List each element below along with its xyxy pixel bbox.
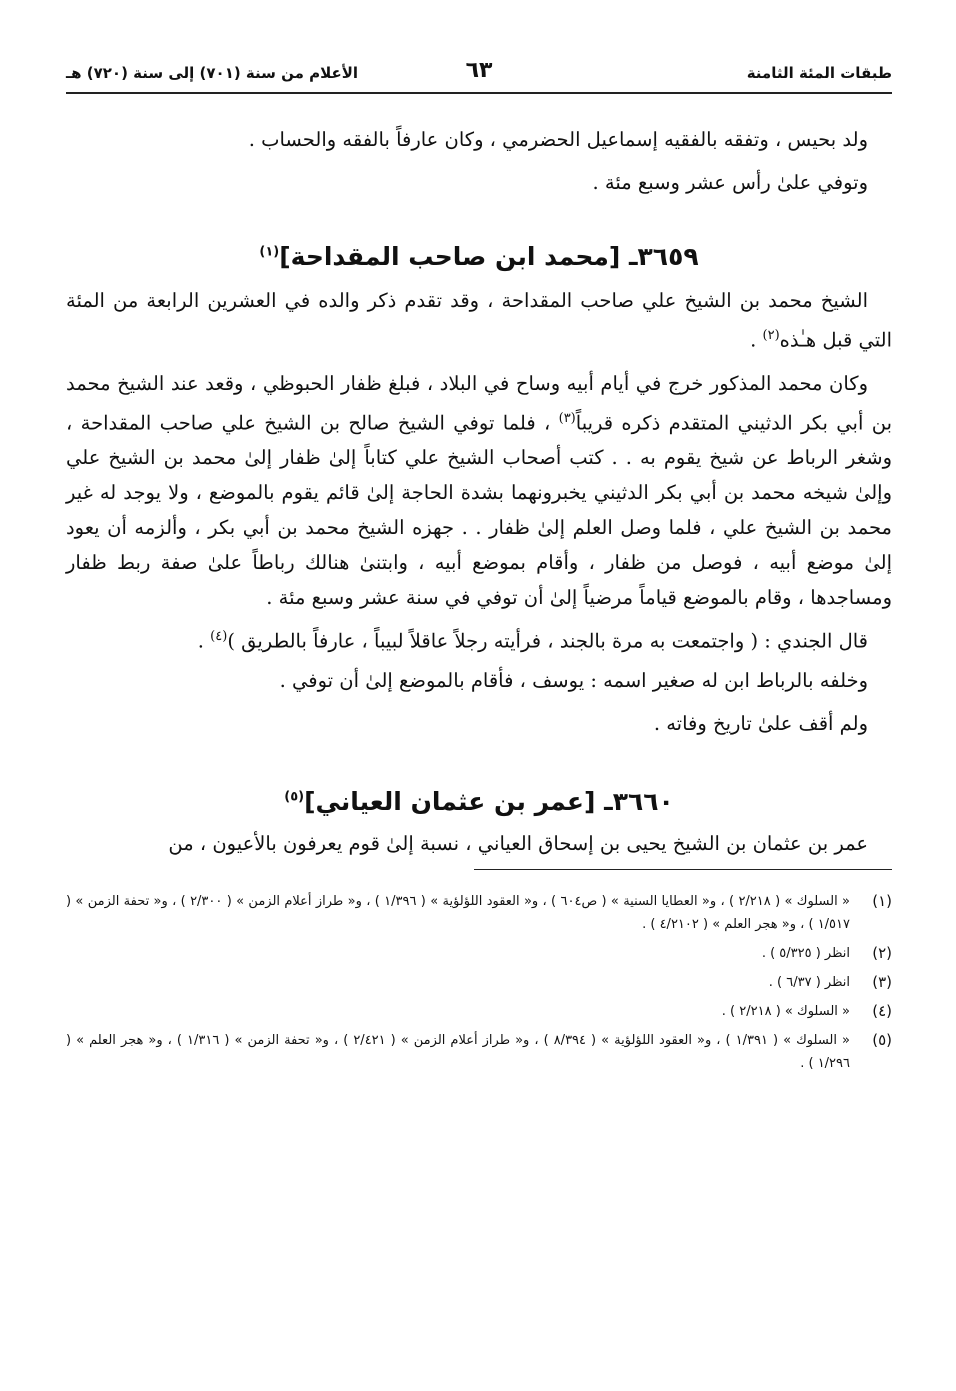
entry1-p1-end: . bbox=[750, 328, 763, 352]
footnote-item bbox=[66, 942, 892, 965]
header-page-number: ٦٣ bbox=[465, 58, 493, 83]
intro-line-1: ولد بحيس ، وتفقه بالفقيه إسماعيل الحضرمي ، وكان عارفاً بالفقه والحساب . bbox=[248, 128, 868, 151]
footnote-number: (٢) bbox=[872, 943, 892, 962]
entry2-heading-text: ٣٦٦٠ـ [عمر بن عثمان العياني] bbox=[304, 786, 674, 816]
footnote-number: (٣) bbox=[872, 972, 892, 991]
intro-line-2: وتوفي علىٰ رأس عشر وسبع مئة . bbox=[592, 171, 868, 194]
footnote-text: « السلوك » ( ٢/٢١٨ ) . bbox=[721, 1003, 850, 1019]
entry1-paragraph-5: ولم أقف علىٰ تاريخ وفاته . bbox=[653, 711, 868, 735]
entry-heading-3660 bbox=[66, 787, 892, 816]
entry1-p3-end: . bbox=[197, 629, 211, 653]
entry1-p2-text-b: ، فلما توفي الشيخ صالح بن الشيخ علي صاحب المقداحة ، وشغر الرباط عن شيخ يقوم به . . كتب أصحاب الشيخ علي كتاباً إلىٰ ظفار إلىٰ محمد بن الشيخ علي وإلىٰ شيخه محمد بن أبي بكر الدثيني يخبرونهما بشدة الحاجة إلىٰ قائم يقوم بالموضع ، ولا يوجد له غير محمد بن الشيخ علي ، فلما وصل العلم إلىٰ ظفار . . جهزه الشيخ محمد بن أبي بكر ، وألزمه أن يعود إلىٰ موضع أبيه ، فوصل من ظفار ، وأقام بموضع أبيه ، وابتنىٰ هنالك رباطاً علىٰ صفة ربط ظفار ومساجدها ، وقام بالموضع قياماً مرضياً إلىٰ أن توفي في سنة عشر وسبع مئة . bbox=[66, 411, 892, 609]
entry2-paragraph-1: عمر بن عثمان بن الشيخ يحيى بن إسحاق العياني ، نسبة إلىٰ قوم يعرفون بالأعيون ، من bbox=[168, 831, 868, 855]
footnote-text: « السلوك » ( ١/٣٩١ ) ، و« العقود اللؤلؤية » ( ٨/٣٩٤ ) ، و« طراز أعلام الزمن » ( ٢/٤٢١ ) ، و« تحفة الزمن » ( ١/٣١٦ ) ، و« هجر العلم » ( ١/٢٩٦ ) . bbox=[66, 1032, 850, 1071]
footnote-text: « السلوك » ( ٢/٢١٨ ) ، و« العطايا السنية » ( ص٦٠٤ ) ، و« العقود اللؤلؤية » ( ١/٣٩٦ ) ، و« طراز أعلام الزمن » ( ٢/٣٠٠ ) ، و« تحفة الزمن » ( ١/٥١٧ ) ، و« هجر العلم » ( ٤/٢١٠٢ ) . bbox=[66, 893, 850, 932]
entry1-p3-text: قال الجندي : ( واجتمعت به مرة بالجند ، فرأيته رجلاً عاقلاً لبيباً ، عارفاً بالطريق ) bbox=[227, 629, 868, 653]
page-header bbox=[66, 52, 892, 94]
entry1-paragraph-4: وخلفه بالرباط ابن له صغير اسمه : يوسف ، فأقام بالموضع إلىٰ أن توفي . bbox=[279, 668, 868, 692]
entry1-paragraph-3 bbox=[66, 619, 892, 659]
entry1-p2-text-a: وكان محمد المذكور خرج في أيام أبيه وساح في البلاد ، فبلغ ظفار الحبوظي ، وقعد عند الشيخ محمد بن أبي بكر الدثيني المتقدم ذكره قريباً bbox=[66, 371, 892, 434]
footnote-separator bbox=[474, 869, 892, 870]
footnote-ref-4: (٤) bbox=[210, 629, 228, 644]
footnote-number: (٥) bbox=[872, 1030, 892, 1049]
footnote-ref-3: (٣) bbox=[558, 410, 576, 426]
header-book-title: طبقات المئة الثامنة bbox=[746, 64, 892, 82]
entry-heading-text: ٣٦٥٩ـ [محمد ابن صاحب المقداحة] bbox=[279, 242, 699, 271]
footnote-item bbox=[66, 890, 892, 936]
footnote-text: انظر ( ٦/٣٧ ) . bbox=[768, 974, 850, 990]
footnote-ref-2: (٢) bbox=[762, 328, 780, 343]
footnotes bbox=[66, 890, 892, 1075]
footnote-number: (١) bbox=[872, 891, 892, 910]
footnote-ref-1: (١) bbox=[259, 244, 280, 260]
entry1-p1-text: الشيخ محمد بن الشيخ علي صاحب المقداحة ، وقد تقدم ذكر والده في العشرين الرابعة من المئة التي قبل هـٰذه bbox=[66, 289, 892, 352]
book-page bbox=[66, 52, 892, 1075]
footnote-item bbox=[66, 1029, 892, 1075]
footnote-item bbox=[66, 971, 892, 994]
entry1-paragraph-1 bbox=[66, 283, 892, 358]
footnote-text: انظر ( ٥/٣٢٥ ) . bbox=[761, 945, 850, 961]
footnote-item bbox=[66, 1000, 892, 1023]
footnote-number: (٤) bbox=[872, 1001, 892, 1020]
entry1-paragraph-2 bbox=[66, 366, 892, 616]
entry-heading-3659 bbox=[66, 242, 892, 271]
footnote-ref-5: (٥) bbox=[284, 789, 305, 805]
header-range-title: الأعلام من سنة (٧٠١) إلى سنة (٧٢٠) هـ bbox=[66, 64, 359, 82]
